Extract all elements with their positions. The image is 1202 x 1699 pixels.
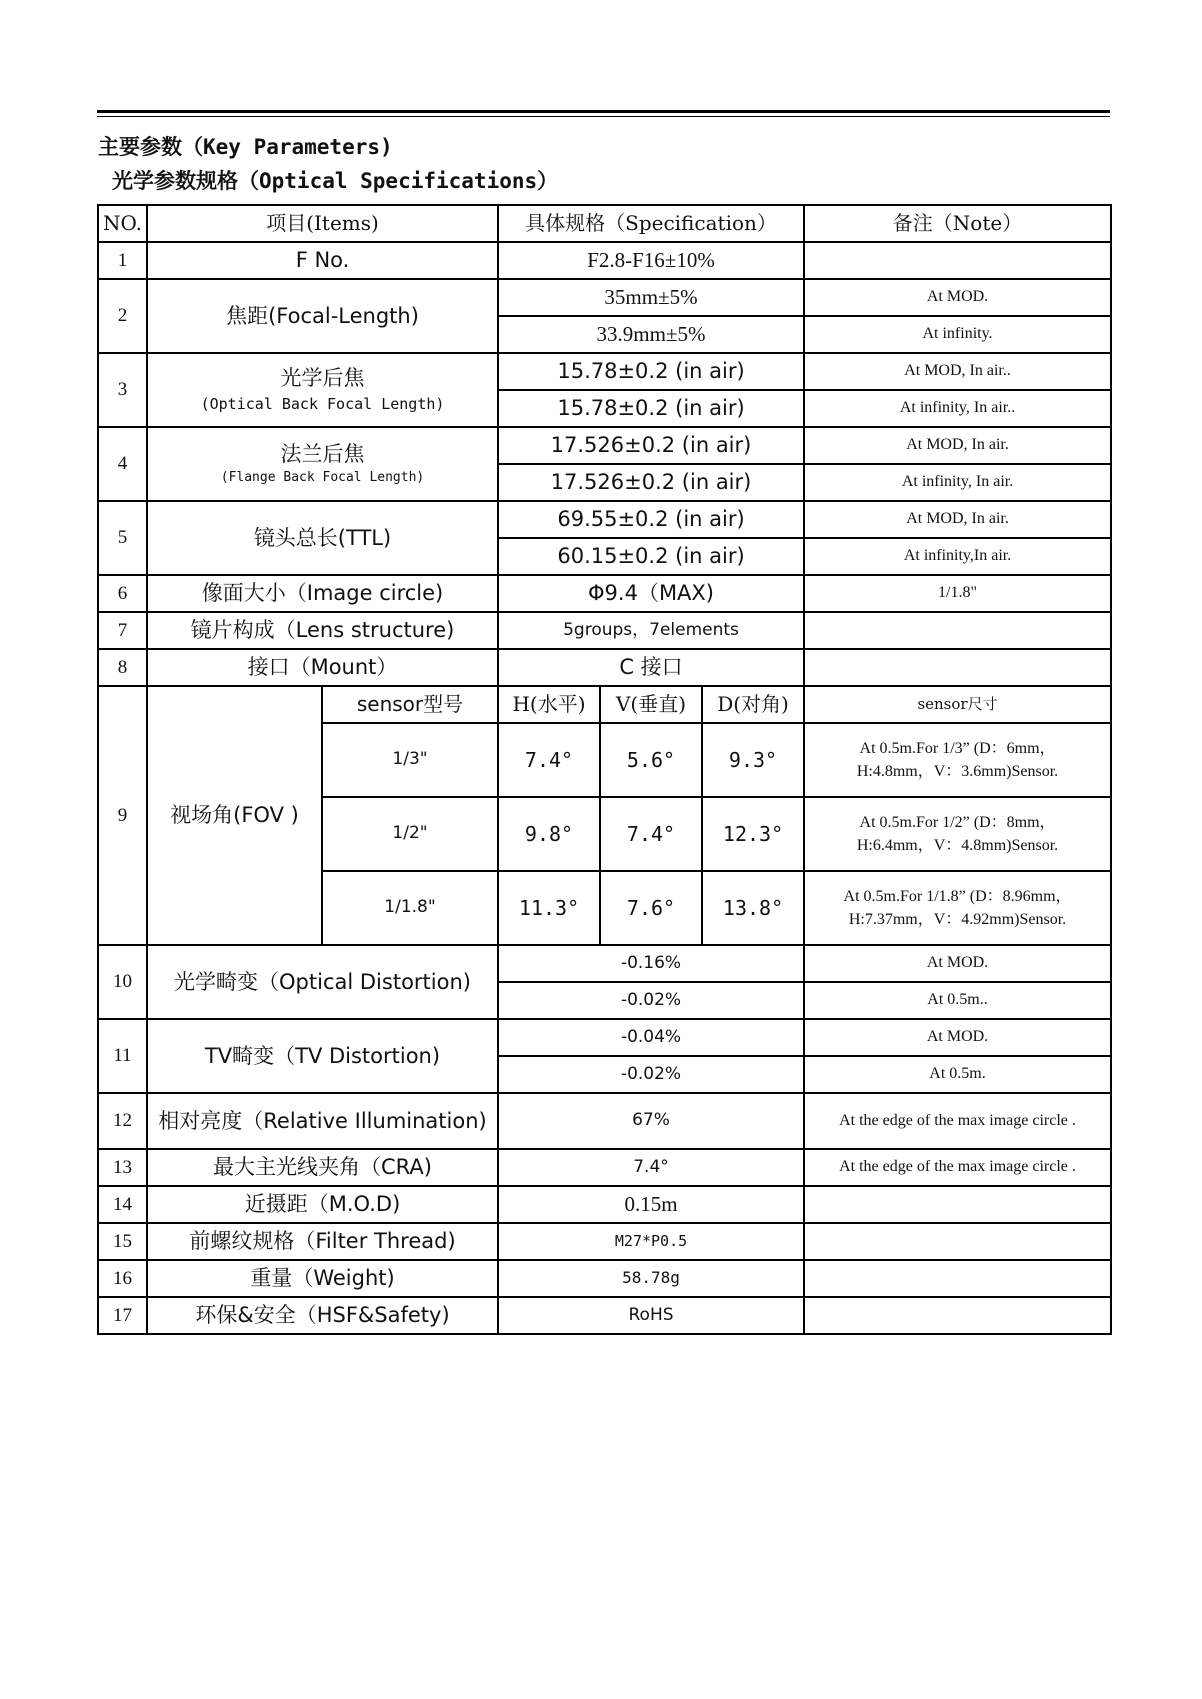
row-item: 相对亮度（Relative Illumination): [147, 1093, 498, 1149]
row-note: At infinity, In air..: [804, 390, 1111, 427]
row-item: 法兰后焦: [280, 442, 365, 467]
fov-v: 7.6°: [600, 871, 702, 945]
row-spec: -0.02%: [498, 1056, 804, 1093]
table-row: [98, 612, 1111, 649]
row-note: [804, 1223, 1111, 1260]
fov-note-line: At 0.5m.For 1/1.8” (D：8.96mm，: [843, 887, 1072, 905]
row-note: [804, 1297, 1111, 1334]
row-item: TV畸变（TV Distortion): [147, 1019, 498, 1093]
row-item: 镜头总长(TTL): [147, 501, 498, 575]
table-row: [98, 1260, 1111, 1297]
row-item-cell: [147, 427, 498, 501]
fov-note: [804, 723, 1111, 797]
table-row: [98, 686, 1111, 723]
table-row: [98, 1093, 1111, 1149]
row-spec: 60.15±0.2 (in air): [498, 538, 804, 575]
row-item: F No.: [147, 242, 498, 279]
row-note: At MOD, In air..: [804, 353, 1111, 390]
row-item: 焦距(Focal-Length): [147, 279, 498, 353]
fov-header-v: V(垂直): [600, 686, 702, 723]
fov-v: 5.6°: [600, 723, 702, 797]
row-note: [804, 1186, 1111, 1223]
table-row: [98, 1019, 1111, 1056]
row-no: 14: [98, 1186, 147, 1223]
row-no: 8: [98, 649, 147, 686]
header-items: 项目(Items): [147, 205, 498, 242]
section-title: 光学参数规格（Optical Specifications）: [112, 169, 559, 193]
fov-header-h: H(水平): [498, 686, 600, 723]
fov-d: 13.8°: [702, 871, 804, 945]
fov-note-line: At 0.5m.For 1/3” (D：6mm，: [859, 739, 1056, 757]
row-note: [804, 649, 1111, 686]
row-item: 近摄距（M.O.D): [147, 1186, 498, 1223]
row-item: 光学后焦: [280, 366, 365, 391]
row-note: At 0.5m.: [804, 1056, 1111, 1093]
row-item: 像面大小（Image circle): [147, 575, 498, 612]
row-spec: 58.78g: [498, 1260, 804, 1297]
row-spec: 17.526±0.2 (in air): [498, 464, 804, 501]
row-note: 1/1.8": [804, 575, 1111, 612]
fov-d: 9.3°: [702, 723, 804, 797]
row-no: 10: [98, 945, 147, 1019]
row-no: 15: [98, 1223, 147, 1260]
row-note: [804, 1260, 1111, 1297]
row-no: 17: [98, 1297, 147, 1334]
row-spec: 69.55±0.2 (in air): [498, 501, 804, 538]
table-row: [98, 575, 1111, 612]
table-header-row: [98, 205, 1111, 242]
top-rule-thick: [97, 110, 1110, 113]
row-note: At MOD.: [804, 279, 1111, 316]
fov-header-size: sensor尺寸: [804, 686, 1111, 723]
row-spec: C 接口: [498, 649, 804, 686]
row-no: 5: [98, 501, 147, 575]
row-spec: 15.78±0.2 (in air): [498, 353, 804, 390]
fov-v: 7.4°: [600, 797, 702, 871]
fov-h: 7.4°: [498, 723, 600, 797]
row-note: [804, 612, 1111, 649]
table-row: [98, 1223, 1111, 1260]
row-spec: M27*P0.5: [498, 1223, 804, 1260]
row-note: [804, 242, 1111, 279]
row-item-sub: (Flange Back Focal Length): [220, 469, 425, 485]
table-row: [98, 242, 1111, 279]
fov-h: 11.3°: [498, 871, 600, 945]
row-spec: 33.9mm±5%: [498, 316, 804, 353]
row-spec: RoHS: [498, 1297, 804, 1334]
table-row: [98, 1186, 1111, 1223]
row-item: 视场角(FOV ): [147, 686, 322, 945]
spec-table: [97, 204, 1112, 1335]
row-note: At the edge of the max image circle .: [804, 1093, 1111, 1149]
row-no: 12: [98, 1093, 147, 1149]
row-item: 重量（Weight): [147, 1260, 498, 1297]
table-row: [98, 353, 1111, 390]
row-spec: 0.15m: [498, 1186, 804, 1223]
fov-header-sensor: sensor型号: [322, 686, 498, 723]
fov-note-line: H:4.8mm，V：3.6mm)Sensor.: [856, 763, 1059, 780]
table-row: [98, 501, 1111, 538]
fov-note-line: At 0.5m.For 1/2” (D：8mm，: [859, 813, 1056, 831]
fov-sensor: 1/3": [322, 723, 498, 797]
row-note: At MOD, In air.: [804, 427, 1111, 464]
row-no: 11: [98, 1019, 147, 1093]
fov-note: [804, 797, 1111, 871]
row-no: 7: [98, 612, 147, 649]
fov-sensor: 1/1.8": [322, 871, 498, 945]
row-spec: Φ9.4（MAX): [498, 575, 804, 612]
row-spec: 35mm±5%: [498, 279, 804, 316]
fov-note: [804, 871, 1111, 945]
row-item: 最大主光线夹角（CRA): [147, 1149, 498, 1186]
row-item-sub: (Optical Back Focal Length): [200, 395, 445, 414]
table-row: [98, 945, 1111, 982]
row-note: At MOD.: [804, 1019, 1111, 1056]
row-spec: 15.78±0.2 (in air): [498, 390, 804, 427]
row-no: 16: [98, 1260, 147, 1297]
row-spec: 5groups，7elements: [498, 612, 804, 649]
page-title: 主要参数（Key Parameters): [98, 135, 393, 159]
row-item-cell: [147, 353, 498, 427]
row-item: 环保&安全（HSF&Safety): [147, 1297, 498, 1334]
header-no: NO.: [98, 205, 147, 242]
header-note: 备注（Note）: [804, 205, 1111, 242]
top-rule-thin: [97, 116, 1110, 117]
row-item: 前螺纹规格（Filter Thread): [147, 1223, 498, 1260]
row-note: At infinity, In air.: [804, 464, 1111, 501]
row-spec: -0.02%: [498, 982, 804, 1019]
fov-header-d: D(对角): [702, 686, 804, 723]
row-item: 光学畸变（Optical Distortion): [147, 945, 498, 1019]
row-no: 3: [98, 353, 147, 427]
row-spec: -0.04%: [498, 1019, 804, 1056]
row-note: At infinity.: [804, 316, 1111, 353]
row-spec: 7.4°: [498, 1149, 804, 1186]
row-spec: 67%: [498, 1093, 804, 1149]
row-spec: F2.8-F16±10%: [498, 242, 804, 279]
row-no: 2: [98, 279, 147, 353]
row-item: 镜片构成（Lens structure): [147, 612, 498, 649]
table-row: [98, 649, 1111, 686]
row-note: At MOD, In air.: [804, 501, 1111, 538]
fov-d: 12.3°: [702, 797, 804, 871]
fov-note-line: H:7.37mm，V：4.92mm)Sensor.: [848, 911, 1067, 928]
row-note: At the edge of the max image circle .: [804, 1149, 1111, 1186]
row-no: 4: [98, 427, 147, 501]
header-spec: 具体规格（Specification）: [498, 205, 804, 242]
table-row: [98, 1297, 1111, 1334]
fov-sensor: 1/2": [322, 797, 498, 871]
table-row: [98, 427, 1111, 464]
row-item: 接口（Mount）: [147, 649, 498, 686]
row-note: At MOD.: [804, 945, 1111, 982]
table-row: [98, 1149, 1111, 1186]
row-no: 1: [98, 242, 147, 279]
row-no: 6: [98, 575, 147, 612]
table-row: [98, 279, 1111, 316]
row-spec: 17.526±0.2 (in air): [498, 427, 804, 464]
row-no: 9: [98, 686, 147, 945]
row-no: 13: [98, 1149, 147, 1186]
fov-note-line: H:6.4mm，V：4.8mm)Sensor.: [856, 837, 1059, 854]
row-note: At 0.5m..: [804, 982, 1111, 1019]
row-spec: -0.16%: [498, 945, 804, 982]
row-note: At infinity,In air.: [804, 538, 1111, 575]
fov-h: 9.8°: [498, 797, 600, 871]
